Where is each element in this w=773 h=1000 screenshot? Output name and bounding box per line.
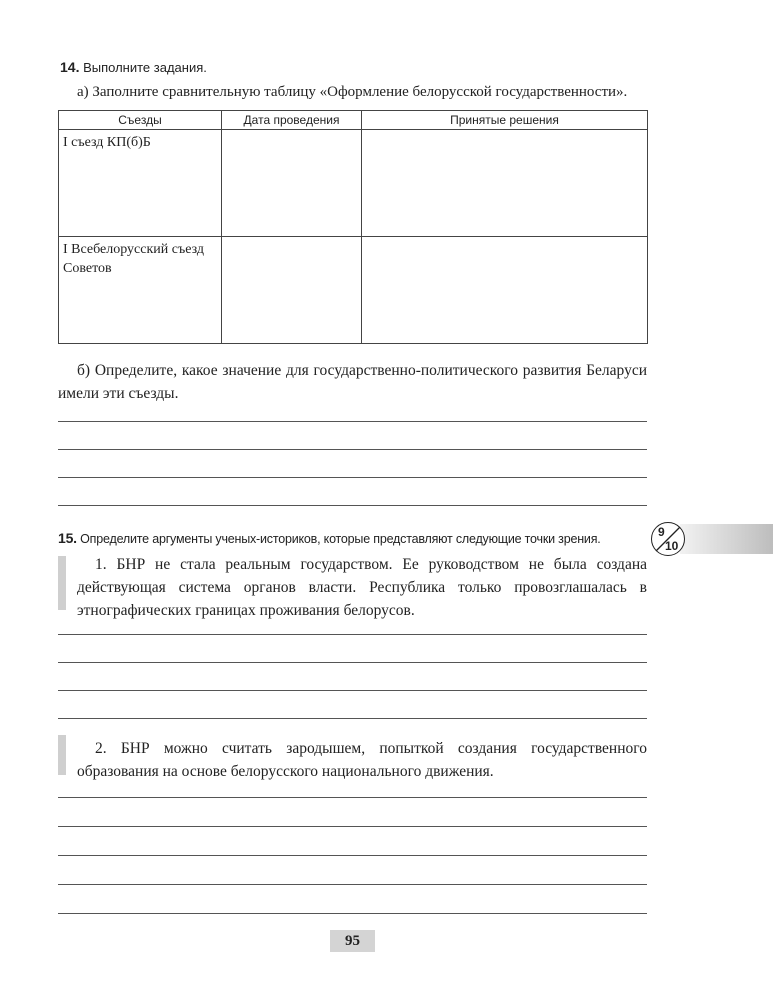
answer-line[interactable] (58, 797, 647, 798)
header-decisions: Принятые решения (362, 111, 648, 130)
cell-congress: I Всебелорусский съезд Советов (59, 237, 222, 344)
quote-bar (58, 735, 66, 775)
comparison-table (58, 110, 648, 344)
cell-date-input[interactable] (222, 237, 362, 344)
answer-line[interactable] (58, 884, 647, 885)
table-row (59, 130, 648, 237)
answer-line[interactable] (58, 718, 647, 719)
badge-top: 9 (658, 525, 665, 539)
badge-bottom: 10 (665, 539, 679, 553)
answer-line[interactable] (58, 477, 647, 478)
viewpoint-1: 1. БНР не стала реальным государством. Ее руководством не была создана действующая система органов власти. Республика только провозглашалась в этнографических границах проживания белорусов. (77, 556, 647, 619)
answer-line[interactable] (58, 913, 647, 914)
answer-line[interactable] (58, 662, 647, 663)
section-tab-band (680, 524, 773, 554)
answer-line[interactable] (58, 505, 647, 506)
task-number: 14. (60, 59, 80, 75)
task-15-heading (58, 530, 601, 546)
viewpoint-2: 2. БНР можно считать зародышем, попыткой создания государственного образования на основе белорусского национального движения. (77, 740, 647, 780)
answer-line[interactable] (58, 826, 647, 827)
quote-bar (58, 556, 66, 610)
task-14a-text: а) Заполните сравнительную таблицу «Оформление белорусской государственности». (77, 84, 628, 100)
answer-line[interactable] (58, 449, 647, 450)
answer-line[interactable] (58, 690, 647, 691)
grade-badge (651, 522, 685, 556)
answer-line[interactable] (58, 421, 647, 422)
task-title: Выполните задания. (83, 60, 207, 75)
table-row (59, 237, 648, 344)
task-number: 15. (58, 530, 77, 546)
task-title: Определите аргументы ученых-историков, которые представляют следующие точки зрения. (80, 532, 601, 546)
task-14b-text: б) Определите, какое значение для государственно-политического развития Беларуси имели эти съезды. (58, 362, 647, 402)
task-14-heading (60, 59, 207, 75)
page-number: 95 (330, 930, 375, 952)
header-congresses: Съезды (59, 111, 222, 130)
cell-congress: I съезд КП(б)Б (59, 130, 222, 237)
answer-line[interactable] (58, 855, 647, 856)
cell-decisions-input[interactable] (362, 130, 648, 237)
header-date: Дата проведения (222, 111, 362, 130)
cell-date-input[interactable] (222, 130, 362, 237)
cell-decisions-input[interactable] (362, 237, 648, 344)
answer-line[interactable] (58, 634, 647, 635)
